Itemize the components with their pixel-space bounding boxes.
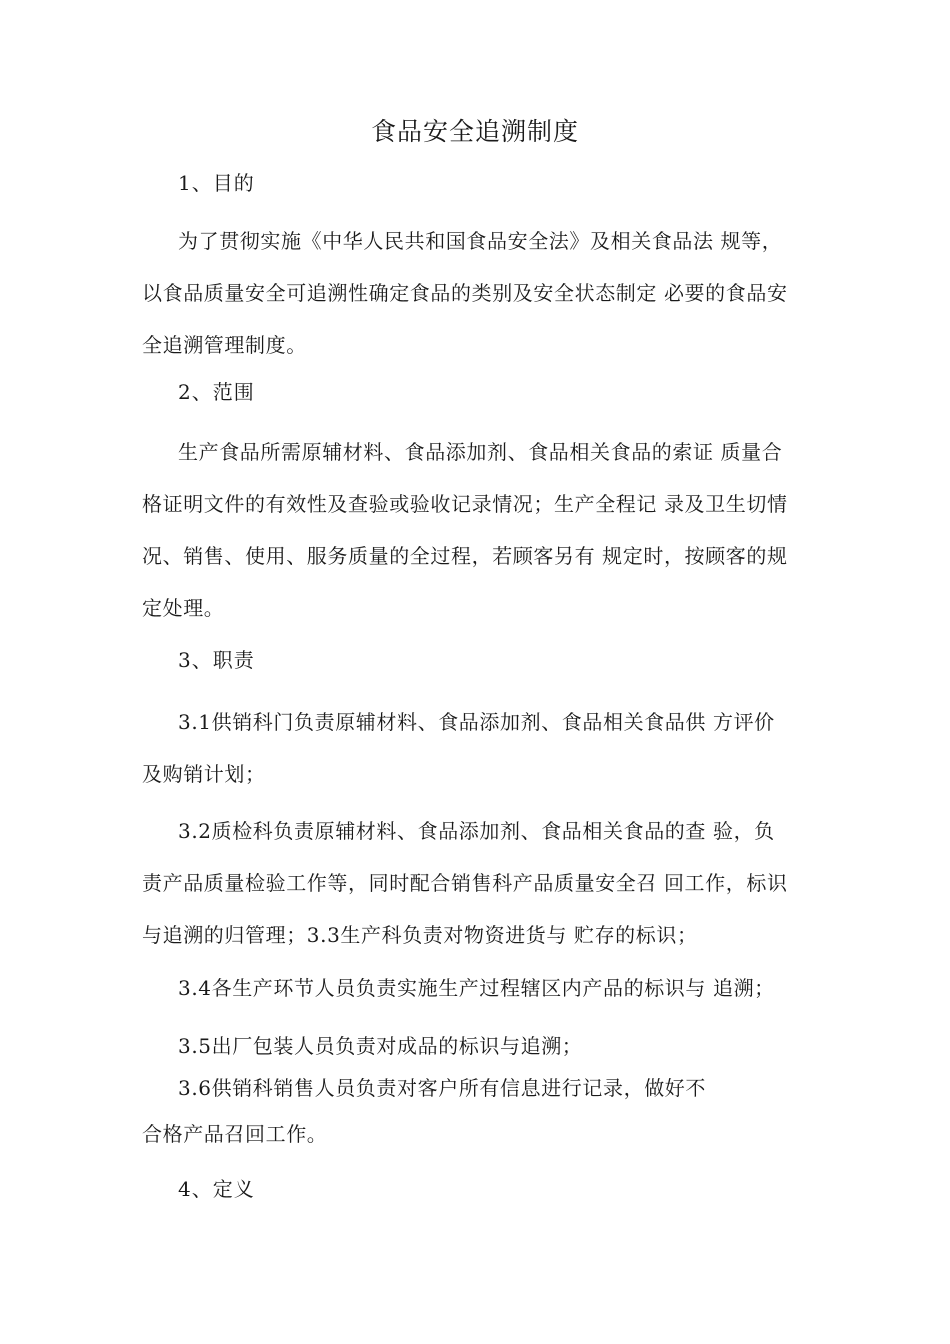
purpose-paragraph	[142, 215, 820, 371]
paragraph-line: 定处理。	[142, 596, 225, 620]
paragraph-line: 合格产品召回工作。	[142, 1122, 328, 1146]
paragraph-line: 责产品质量检验工作等，同时配合销售科产品质量安全召 回工作，标识	[142, 871, 788, 895]
paragraph-line: 为了贯彻实施《中华人民共和国食品安全法》及相关食品法 规等，	[178, 229, 783, 253]
paragraph-line: 3.5出厂包装人员负责对成品的标识与追溯；	[178, 1034, 583, 1058]
paragraph-line: 3.6供销科销售人员负责对客户所有信息进行记录，做好不	[178, 1076, 707, 1100]
paragraph-line: 况、销售、使用、服务质量的全过程，若顾客另有 规定时，按顾客的规	[142, 544, 788, 568]
section-heading-responsibilities: 3、职责	[178, 648, 255, 672]
paragraph-line: 以食品质量安全可追溯性确定食品的类别及安全状态制定 必要的食品安	[142, 281, 788, 305]
paragraph-line: 格证明文件的有效性及查验或验收记录情况；生产全程记 录及卫生切情	[142, 492, 788, 516]
paragraph-line: 与追溯的归管理；3.3生产科负责对物资进货与 贮存的标识；	[142, 923, 698, 947]
paragraph-line: 3.2质检科负责原辅材料、食品添加剂、食品相关食品的查 验，负	[178, 819, 775, 843]
responsibility-3-2	[142, 805, 820, 961]
paragraph-line: 生产食品所需原辅材料、食品添加剂、食品相关食品的索证 质量合	[178, 440, 783, 464]
responsibility-3-6	[142, 1065, 820, 1157]
paragraph-line: 及购销计划；	[142, 762, 266, 786]
scope-paragraph	[142, 426, 820, 634]
document-title: 食品安全追溯制度	[370, 117, 579, 146]
paragraph-line: 3.1供销科门负责原辅材料、食品添加剂、食品相关食品供 方评价	[178, 710, 775, 734]
section-heading-scope: 2、范围	[178, 380, 255, 404]
section-heading-definitions: 4、定义	[178, 1177, 255, 1201]
paragraph-line: 3.4各生产环节人员负责实施生产过程辖区内产品的标识与 追溯；	[178, 976, 775, 1000]
responsibility-3-1	[142, 696, 820, 800]
responsibility-3-4	[142, 962, 820, 1014]
section-heading-purpose: 1、目的	[178, 171, 255, 195]
paragraph-line: 全追溯管理制度。	[142, 333, 307, 357]
